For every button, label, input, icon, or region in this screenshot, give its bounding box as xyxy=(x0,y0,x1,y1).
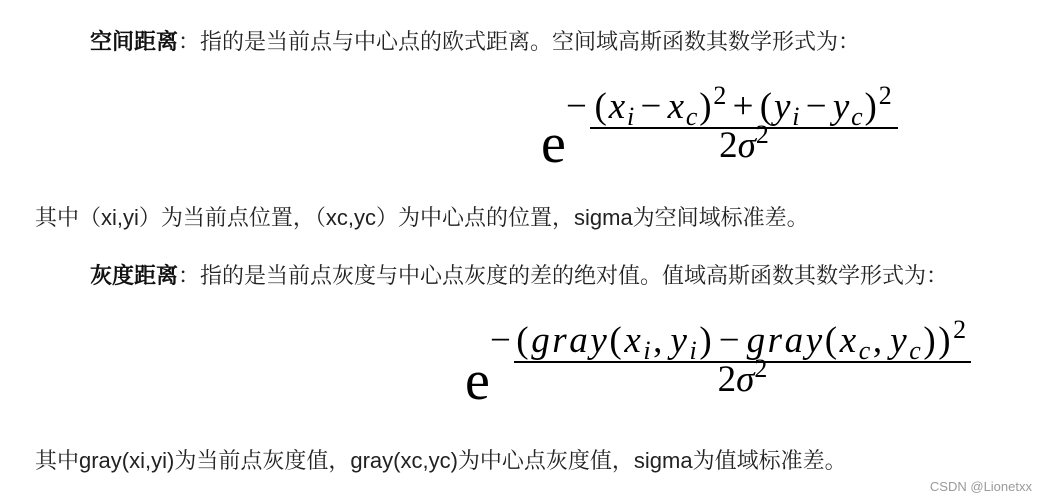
math-open-paren: ( xyxy=(824,320,840,361)
math-minus-operator: − xyxy=(718,320,743,361)
math-exponent: 2 xyxy=(713,80,729,110)
gray-distance-description: ：指的是当前点灰度与中心点灰度的差的绝对值。值域高斯函数其数学形式为： xyxy=(178,263,949,288)
math-exponent: 2 xyxy=(755,119,769,149)
math-close-paren: ) xyxy=(923,320,939,361)
math-close-paren: ) xyxy=(699,86,714,127)
math-subscript: c xyxy=(909,336,924,366)
range-gaussian-formula xyxy=(465,314,975,412)
math-subscript: i xyxy=(689,336,700,366)
math-minus-operator: − xyxy=(805,86,829,127)
math-comma: , xyxy=(653,320,665,361)
math-subscript: c xyxy=(851,102,865,132)
math-exponent: 2 xyxy=(878,80,894,110)
gray-distance-paragraph xyxy=(90,261,948,291)
math-variable: y xyxy=(670,320,690,361)
math-close-paren: ) xyxy=(938,320,954,361)
math-number: 2 xyxy=(719,125,738,166)
math-subscript: c xyxy=(685,102,700,132)
fraction-numerator xyxy=(514,314,971,366)
spatial-distance-paragraph xyxy=(90,27,860,57)
math-sigma: σ xyxy=(737,125,756,166)
math-subscript: c xyxy=(858,336,873,366)
gray-variables-note: 其中gray(xi,yi)为当前点灰度值，gray(xc,yc)为中心点灰度值，sigma为值域标准差。 xyxy=(35,448,847,473)
exponent-minus-sign: − xyxy=(490,320,511,361)
spatial-distance-term: 空间距离 xyxy=(90,29,179,54)
csdn-watermark: CSDN @Lionetxx xyxy=(929,479,1032,494)
exponent-fraction xyxy=(514,314,971,400)
fraction-numerator xyxy=(590,80,898,132)
math-subscript: i xyxy=(643,336,654,366)
math-open-paren: ( xyxy=(516,320,532,361)
math-close-paren: ) xyxy=(864,86,879,127)
spatial-distance-description: ：指的是当前点与中心点的欧式距离。空间域高斯函数其数学形式为： xyxy=(178,29,861,54)
fraction-denominator xyxy=(514,353,971,400)
math-subscript: i xyxy=(626,102,637,132)
math-close-paren: ) xyxy=(699,320,715,361)
exponent-fraction xyxy=(590,80,898,166)
math-variable: x xyxy=(839,320,859,361)
gray-distance-term: 灰度距离 xyxy=(90,263,179,288)
math-variable: x xyxy=(608,86,627,127)
fraction-denominator xyxy=(590,119,898,166)
euler-e-base: e xyxy=(541,113,566,175)
math-variable: y xyxy=(890,320,910,361)
math-function-name: gray xyxy=(746,320,825,361)
math-subscript: i xyxy=(792,102,802,132)
math-comma: , xyxy=(872,320,885,361)
euler-e-base: e xyxy=(465,350,490,412)
math-variable: y xyxy=(773,86,793,127)
math-function-name: gray xyxy=(531,320,610,361)
math-exponent: 2 xyxy=(953,314,969,344)
spatial-gaussian-formula xyxy=(541,80,901,175)
math-open-paren: ( xyxy=(609,320,625,361)
math-variable: x xyxy=(667,86,686,127)
math-variable: x xyxy=(624,320,644,361)
exponent-minus-sign: − xyxy=(566,86,587,127)
math-plus-operator: + xyxy=(732,86,756,127)
math-sigma: σ xyxy=(736,359,755,400)
math-variable: y xyxy=(832,86,852,127)
math-number: 2 xyxy=(717,359,737,400)
math-open-paren: ( xyxy=(594,86,609,127)
spatial-variables-note: 其中（xi,yi）为当前点位置，（xc,yc）为中心点的位置，sigma为空间域标准差。 xyxy=(35,205,809,230)
math-open-paren: ( xyxy=(759,86,774,127)
math-exponent: 2 xyxy=(754,353,768,383)
math-minus-operator: − xyxy=(640,86,664,127)
